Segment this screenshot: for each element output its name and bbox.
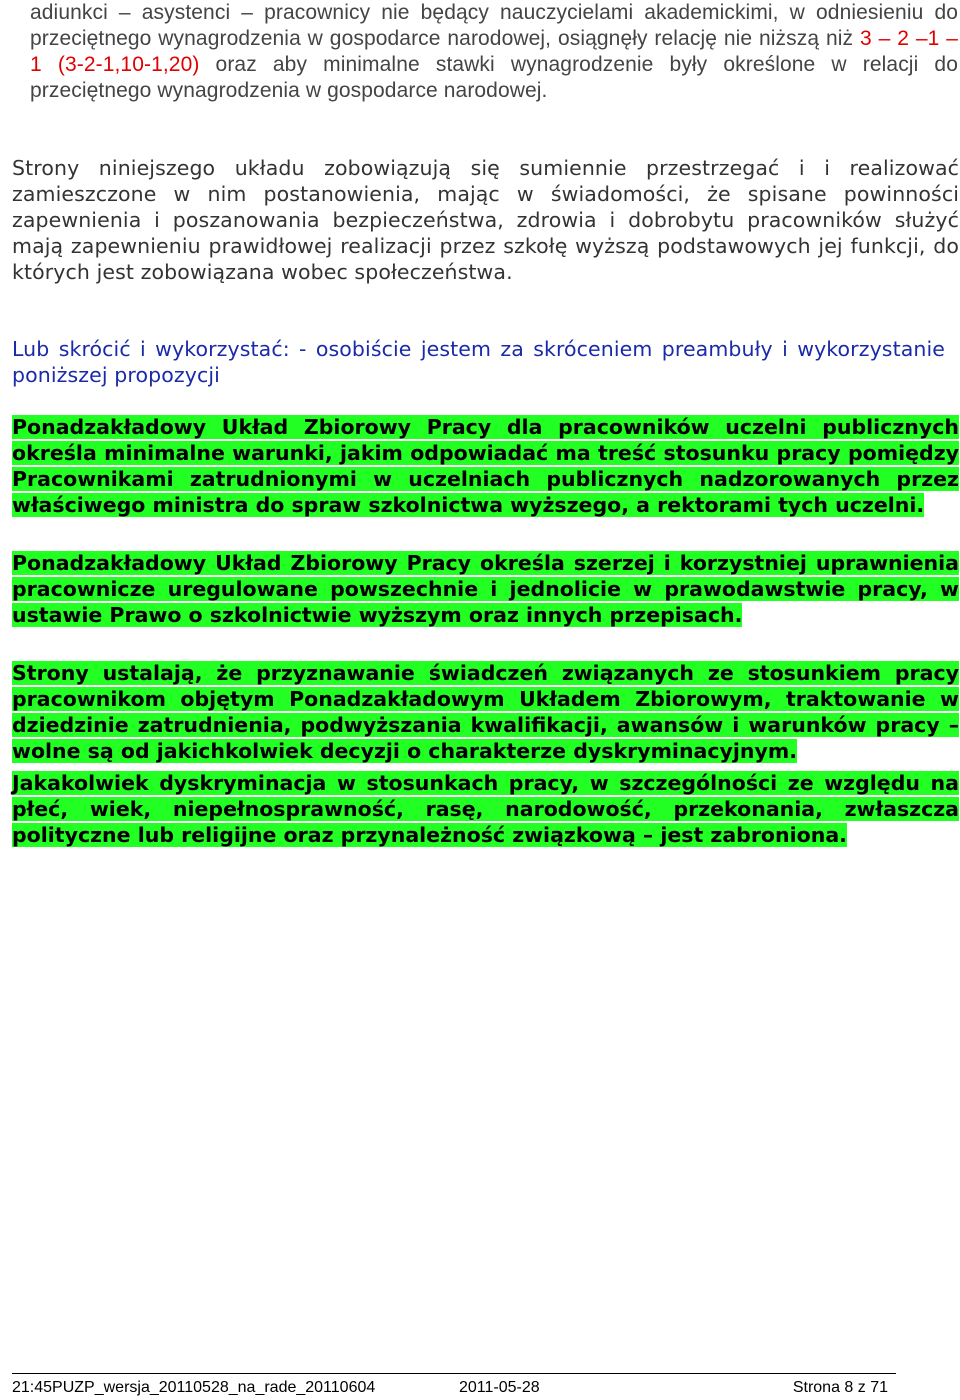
highlight-discrimination-ban-text: Jakakolwiek dyskryminacja w stosunkach pracy, w szczególności ze względu na płeć, wiek, niepełnosprawność, rasę, narodowość, przekonania, zwłaszcza polityczne lub religijne oraz przynależność związkową – jest zabroniona. [12, 771, 959, 847]
page-footer [12, 1379, 896, 1399]
footer-file-label: 21:45PUZP_wersja_20110528_na_rade_20110604 [12, 1379, 376, 1396]
paragraph-comment-shorten: Lub skrócić i wykorzystać: - osobiście jestem za skróceniem preambuły i wykorzystanie poniższej propozycji [12, 337, 945, 387]
footer-page-number: Strona 8 z 71 [792, 1379, 888, 1396]
paragraph-remuneration-relation [30, 0, 958, 104]
highlighted-paragraph-scope [12, 414, 959, 518]
paragraph-1-red-relation: 3 – 2 –1 – 1 (3-2-1,10-1,20) [30, 27, 958, 76]
highlighted-paragraph-discrimination-ban [12, 770, 959, 848]
highlight-non-discrimination-text: Strony ustalają, że przyznawanie świadczeń związanych ze stosunkiem pracy pracownikom objętym Ponadzakładowym Układem Zbiorowym, traktowanie w dziedzinie zatrudnienia, podwyższania kwalifikacji, awansów i warunków pracy – wolne są od jakichkolwiek decyzji o charakterze dyskryminacyjnym. [12, 661, 959, 763]
highlight-scope-text: Ponadzakładowy Układ Zbiorowy Pracy dla pracowników uczelni publicznych określa minimalne warunki, jakim odpowiadać ma treść stosunku pracy pomiędzy Pracownikami zatrudnionymi w uczelniach publicznych nadzorowanych przez właściwego ministra do spraw szkolnictwa wyższego, a rektorami tych uczelni. [12, 415, 959, 517]
footer-divider [12, 1373, 896, 1374]
highlight-rights-text: Ponadzakładowy Układ Zbiorowy Pracy określa szerzej i korzystniej uprawnienia pracownicze uregulowane powszechnie i jednolicie w prawodawstwie pracy, w ustawie Prawo o szkolnictwie wyższym oraz innych przepisach. [12, 551, 959, 627]
paragraph-1-text-a: adiunkci – asystenci – pracownicy nie będący nauczycielami akademickimi, w odniesieniu do przeciętnego wynagrodzenia w gospodarce narodowej, osiągnęły relację nie niższą niż [30, 1, 958, 50]
highlighted-paragraph-non-discrimination [12, 660, 959, 764]
footer-date: 2011-05-28 [459, 1379, 540, 1396]
highlighted-paragraph-rights [12, 550, 959, 628]
paragraph-1-text-b: oraz aby minimalne stawki wynagrodzenie były określone w relacji do przeciętnego wynagrodzenia w gospodarce narodowej. [30, 53, 958, 102]
paragraph-parties-obligations: Strony niniejszego układu zobowiązują się sumiennie przestrzegać i i realizować zamieszczone w nim postanowienia, mając w świadomości, że spisane powinności zapewnienia i poszanowania bezpieczeństwa, zdrowia i dobrobytu pracowników służyć mają zapewnieniu prawidłowej realizacji przez szkołę wyższą podstawowych jej funkcji, do których jest zobowiązana wobec społeczeństwa. [12, 156, 959, 284]
